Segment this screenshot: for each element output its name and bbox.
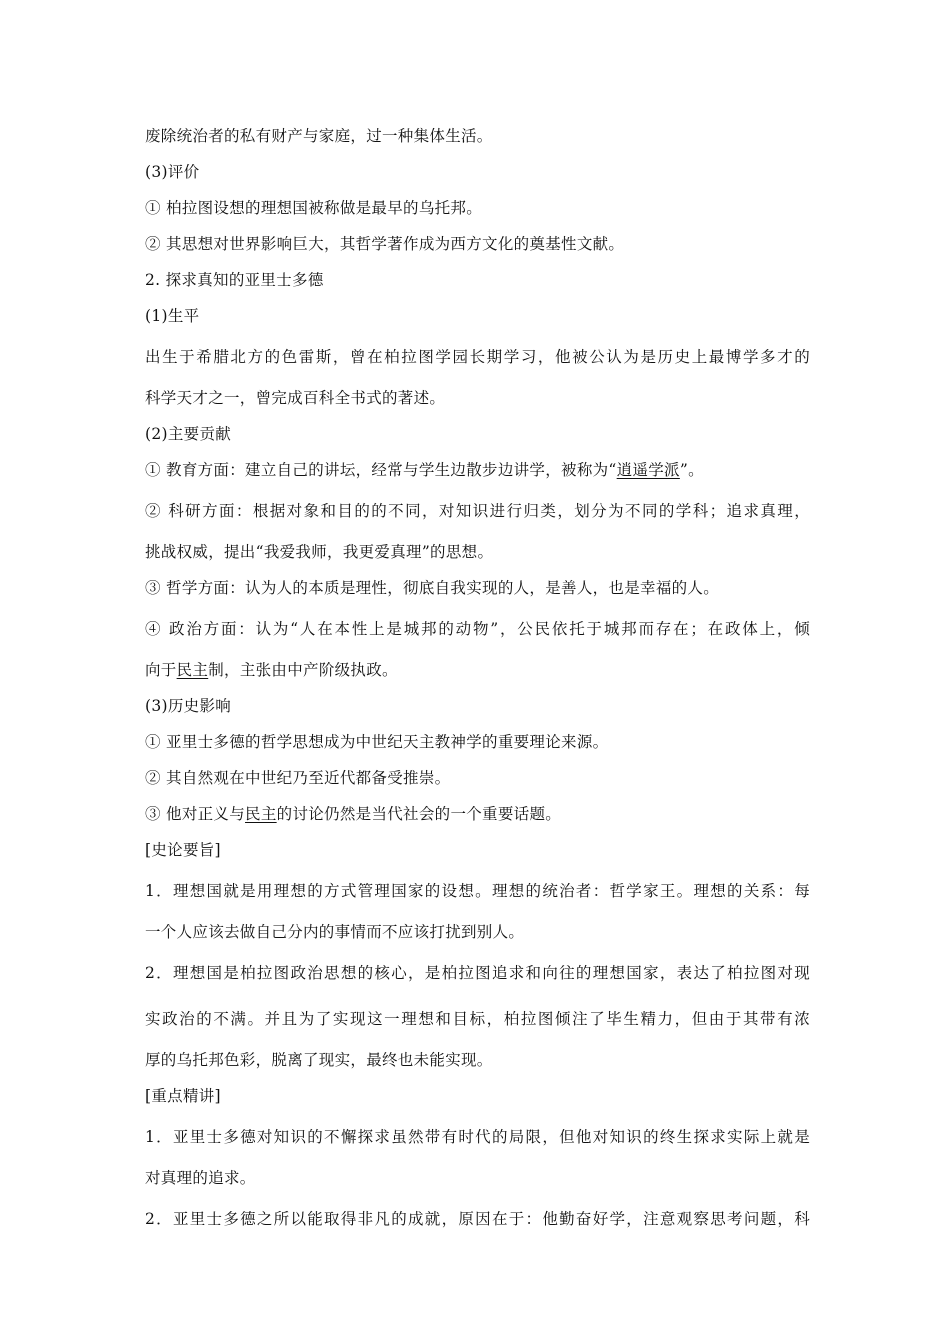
underlined-term: 民主 (245, 805, 277, 823)
text-segment: 向于 (145, 661, 177, 679)
section-heading: (3)历史影响 (145, 697, 232, 715)
list-item: ② 其自然观在中世纪乃至近代都备受推崇。 (145, 769, 451, 787)
text-line: 科学天才之一，曾完成百科全书式的著述。 (145, 389, 446, 407)
underlined-term: 民主 (176, 661, 209, 679)
list-item: 1．亚里士多德对知识的不懈探求虽然带有时代的局限，但他对知识的终生探求实际上就是 (145, 1128, 810, 1146)
section-heading: 2. 探求真知的亚里士多德 (145, 271, 324, 289)
list-item: ④ 政治方面：认为“人在本性上是城邦的动物”，公民依托于城邦而存在；在政体上，倾 (145, 620, 810, 638)
text-line: 废除统治者的私有财产与家庭，过一种集体生活。 (145, 127, 493, 145)
text-line: 对真理的追求。 (145, 1169, 256, 1187)
section-heading: [重点精讲] (145, 1087, 221, 1105)
list-item: ② 科研方面：根据对象和目的的不同，对知识进行归类，划分为不同的学科；追求真理， (145, 502, 810, 520)
list-item: ① 亚里士多德的哲学思想成为中世纪天主教神学的重要理论来源。 (145, 733, 609, 751)
text-segment: 制，主张由中产阶级执政。 (208, 661, 398, 679)
text-line: 一个人应该去做自己分内的事情而不应该打扰到别人。 (145, 923, 525, 941)
section-heading: (2)主要贡献 (145, 425, 232, 443)
section-heading: (3)评价 (145, 163, 200, 181)
text-line: 挑战权威，提出“我爱我师，我更爱真理”的思想。 (145, 543, 494, 561)
text-line: 出生于希腊北方的色雷斯，曾在柏拉图学园长期学习，他被公认为是历史上最博学多才的 (145, 348, 810, 366)
text-segment: ”。 (679, 461, 704, 479)
list-item: ③ 哲学方面：认为人的本质是理性，彻底自我实现的人，是善人，也是幸福的人。 (145, 579, 720, 597)
list-item: 1．理想国就是用理想的方式管理国家的设想。理想的统治者：哲学家王。理想的关系：每 (145, 882, 810, 900)
list-item: ② 其思想对世界影响巨大，其哲学著作成为西方文化的奠基性文献。 (145, 235, 625, 253)
text-line: 厚的乌托邦色彩，脱离了现实，最终也未能实现。 (145, 1051, 493, 1069)
underlined-term: 逍遥学派 (616, 461, 680, 479)
text-segment: ① 教育方面：建立自己的讲坛，经常与学生边散步边讲学，被称为“ (145, 461, 617, 479)
section-heading: [史论要旨] (145, 841, 221, 859)
text-line (145, 652, 810, 688)
list-item (145, 796, 810, 832)
text-segment: 的讨论仍然是当代社会的一个重要话题。 (276, 805, 562, 823)
list-item: 2．亚里士多德之所以能取得非凡的成就，原因在于：他勤奋好学，注意观察思考问题，科 (145, 1210, 810, 1228)
document-page (145, 118, 810, 1242)
text-line: 实政治的不满。并且为了实现这一理想和目标，柏拉图倾注了毕生精力，但由于其带有浓 (145, 1010, 810, 1028)
list-item: ① 柏拉图设想的理想国被称做是最早的乌托邦。 (145, 199, 483, 217)
text-segment: ③ 他对正义与 (145, 805, 246, 823)
section-heading: (1)生平 (145, 307, 200, 325)
list-item: 2．理想国是柏拉图政治思想的核心，是柏拉图追求和向往的理想国家，表达了柏拉图对现 (145, 964, 810, 982)
list-item (145, 452, 810, 488)
